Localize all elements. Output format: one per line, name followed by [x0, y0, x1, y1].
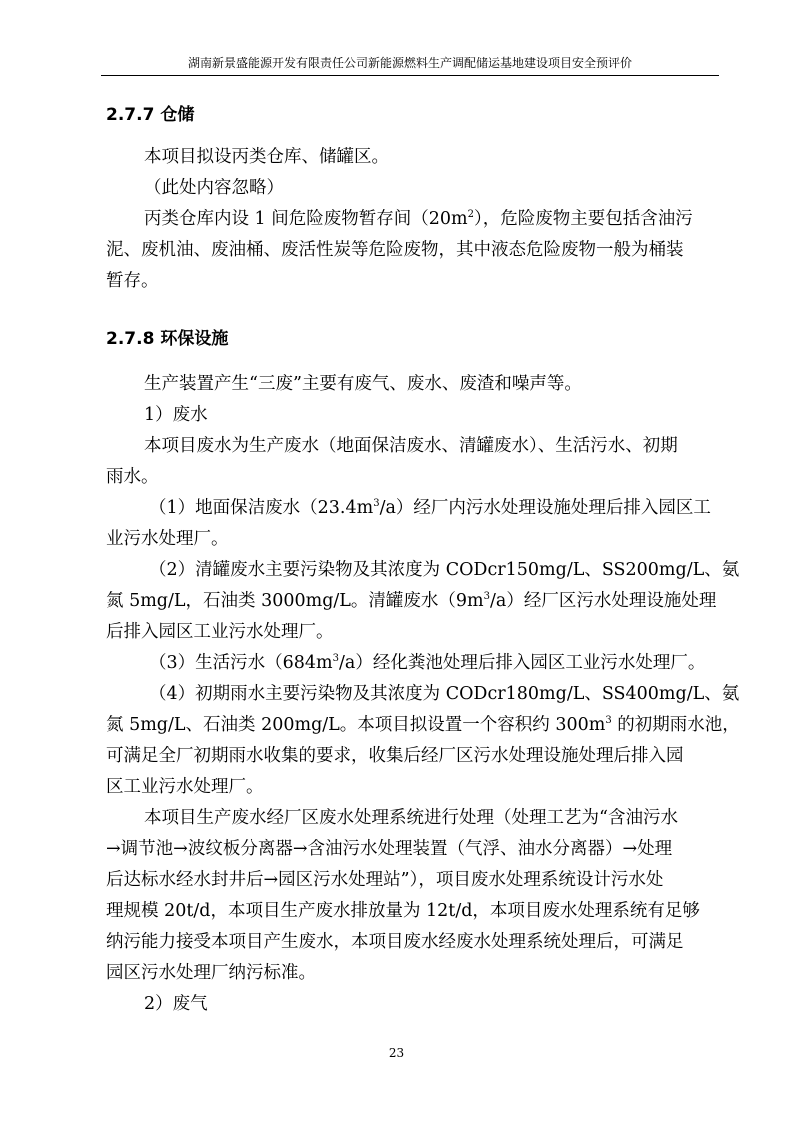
section-277-body [106, 142, 720, 297]
list-item-line: （1）地面保洁废水$(23.4m^3/a)$经厂内污水处理设施处理后排入园区工 [149, 498, 711, 518]
paragraph-line: 园区污水处理厂纳污标准。 [106, 963, 316, 983]
paragraph-line: 泥、废机油、废油桶、废活性炭等危险废物，其中液态危险废物一般为桶装 [106, 240, 684, 260]
paragraph: （此处内容忽略） [144, 178, 284, 198]
page-header: 湖南新景盛能源开发有限责任公司新能源燃料生产调配储运基地建设项目安全预评价 [101, 55, 719, 76]
page-number: 23 [388, 1046, 405, 1060]
section-278-body [106, 369, 740, 1020]
paragraph-line: 本项目废水为生产废水（地面保洁废水、清罐废水）、生活污水、初期 [144, 436, 678, 456]
paragraph-line: 后达标水经水封井后→园区污水处理站”），项目废水处理系统设计污水处 [106, 870, 664, 890]
list-item-line: （2）清罐废水主要污染物及其浓度为 CODcr150mg/L、SS200mg/L、氨 [149, 560, 740, 580]
list-item-line: 业污水处理厂。 [106, 529, 229, 549]
paragraph-line: 纳污能力接受本项目产生废水，本项目废水经废水处理系统处理后，可满足 [106, 932, 684, 952]
list-item-line: 氮 5mg/L，石油类 3000mg/L。清罐废水$(9m^3/a)$经厂区污水处理设施处理 [106, 591, 717, 611]
list-item-line: （3）生活污水$(684m^3/a)$经化粪池处理后排入园区工业污水处理厂。 [149, 653, 706, 673]
list-item-line: （4）初期雨水主要污染物及其浓度为 CODcr180mg/L、SS400mg/L、氨 [149, 684, 740, 704]
paragraph: 生产装置产生“三废”主要有废气、废水、废渣和噪声等。 [144, 374, 582, 394]
list-item-line: 可满足全厂初期雨水收集的要求，收集后经厂区污水处理设施处理后排入园 [106, 746, 684, 766]
paragraph: 本项目拟设丙类仓库、储罐区。 [144, 147, 389, 167]
paragraph-line: 理规模 20t/d，本项目生产废水排放量为 12t/d，本项目废水处理系统有足够 [106, 901, 700, 921]
section-heading-278: 2.7.8 环保设施 [106, 329, 229, 349]
paragraph-line: 暂存。 [106, 271, 159, 291]
paragraph-line: 丙类仓库内设 1 间危险废物暂存间$(20m^2)$，危险废物主要包括含油污 [144, 209, 693, 229]
section-heading-277: 2.7.7 仓储 [106, 105, 195, 125]
subheading: 2）废气 [144, 994, 208, 1014]
list-item-line: 区工业污水处理厂。 [106, 777, 264, 797]
paragraph-line: →调节池→波纹板分离器→含油污水处理装置（气浮、油水分离器）→处理 [106, 839, 673, 859]
paragraph-line: 雨水。 [106, 467, 159, 487]
subheading: 1）废水 [144, 405, 208, 425]
list-item-line: 氮 5mg/L、石油类 200mg/L。本项目拟设置一个容积约 $300m^3$ 的初期雨水池， [106, 715, 740, 735]
paragraph-line: 本项目生产废水经厂区废水处理系统进行处理（处理工艺为“含油污水 [144, 808, 678, 828]
list-item-line: 后排入园区工业污水处理厂。 [106, 622, 334, 642]
